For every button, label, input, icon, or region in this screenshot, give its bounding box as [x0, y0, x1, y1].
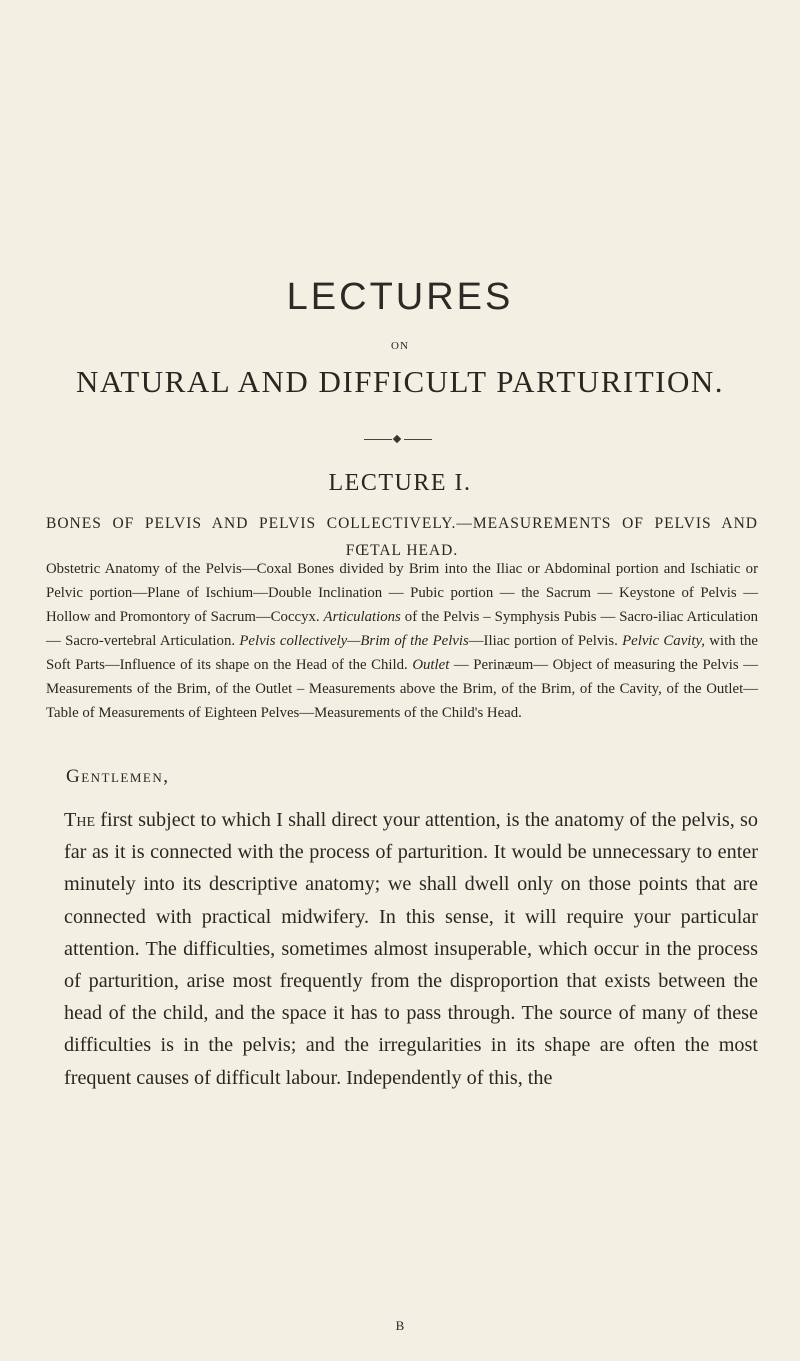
ornament-line-left — [364, 439, 392, 440]
synopsis-italic-outlet: Outlet — [412, 657, 450, 673]
paragraph-text: first subject to which I shall direct your attention, is the anatomy of the pelvis, so far as it is connected with the process of parturition. It would be unnecessary to enter minutely into its descriptive anatomy; we shall dwell only on those points that are connected with practical midwifery. In this sense, it will require your particular attention. The difficulties, sometimes almost insuperable, which occur in the process of parturition, arise most frequently from the disproportion that exists between the head of the child, and the space it has to pass through. The source of many of these difficulties is in the pelvis; and the irregularities in its shape are often the most frequent causes of difficult labour. Independently of this, the — [64, 809, 758, 1089]
lecture-subheading: BONES OF PELVIS AND PELVIS COLLECTIVELY.—MEASUREMENTS OF PELVIS AND FŒTAL HEAD. — [46, 515, 758, 559]
salutation: Gentlemen, — [66, 766, 170, 787]
paragraph-lead-word: The — [64, 809, 95, 831]
lecture-heading: LECTURE I. — [328, 470, 472, 496]
ornament-line-right — [404, 439, 432, 440]
synopsis-text: Obstetric Anatomy of the Pelvis—Coxal Bones divided by Brim into the Iliac or Abdominal portion and Ischiatic or Pelvic portion—Plane of Ischium—Double Inclination — Pubic portion — the Sacrum — Keystone of Pelvis — Hollow and Promontory of Sacrum—Coccyx. — [46, 561, 758, 625]
synopsis-italic-pelvic-cavity: Pelvic Cavity, — [622, 633, 705, 649]
signature-mark: B — [395, 1318, 405, 1333]
synopsis-text: with the Soft Parts—Influence of its shape on the Head of the Child. — [46, 633, 758, 673]
synopsis-text: —Iliac portion of Pelvis. — [468, 633, 623, 649]
synopsis-italic-pelvis-collectively: Pelvis collectively—Brim of the Pelvis — [239, 633, 469, 649]
synopsis-italic-articulations: Articulations — [323, 609, 401, 625]
book-subtitle: NATURAL AND DIFFICULT PARTURITION. — [76, 364, 724, 399]
divider-ornament — [364, 436, 432, 444]
lecture-synopsis — [46, 557, 758, 725]
title-connector: ON — [391, 340, 409, 352]
synopsis-text: — Perinæum— Object of measuring the Pelvis — Measurements of the Brim, of the Outlet – Measurements above the Brim, of the Brim, of the Cavity, of the Outlet—Table of Measurements of Eighteen Pelves—Measurements of the Child's Head. — [46, 657, 758, 721]
body-paragraph — [64, 804, 758, 1094]
synopsis-text: of the Pelvis – Symphysis Pubis — Sacro-iliac Articulation — Sacro-vertebral Articulation. — [46, 609, 758, 649]
book-title: LECTURES — [286, 276, 514, 318]
ornament-diamond-icon — [393, 435, 401, 443]
